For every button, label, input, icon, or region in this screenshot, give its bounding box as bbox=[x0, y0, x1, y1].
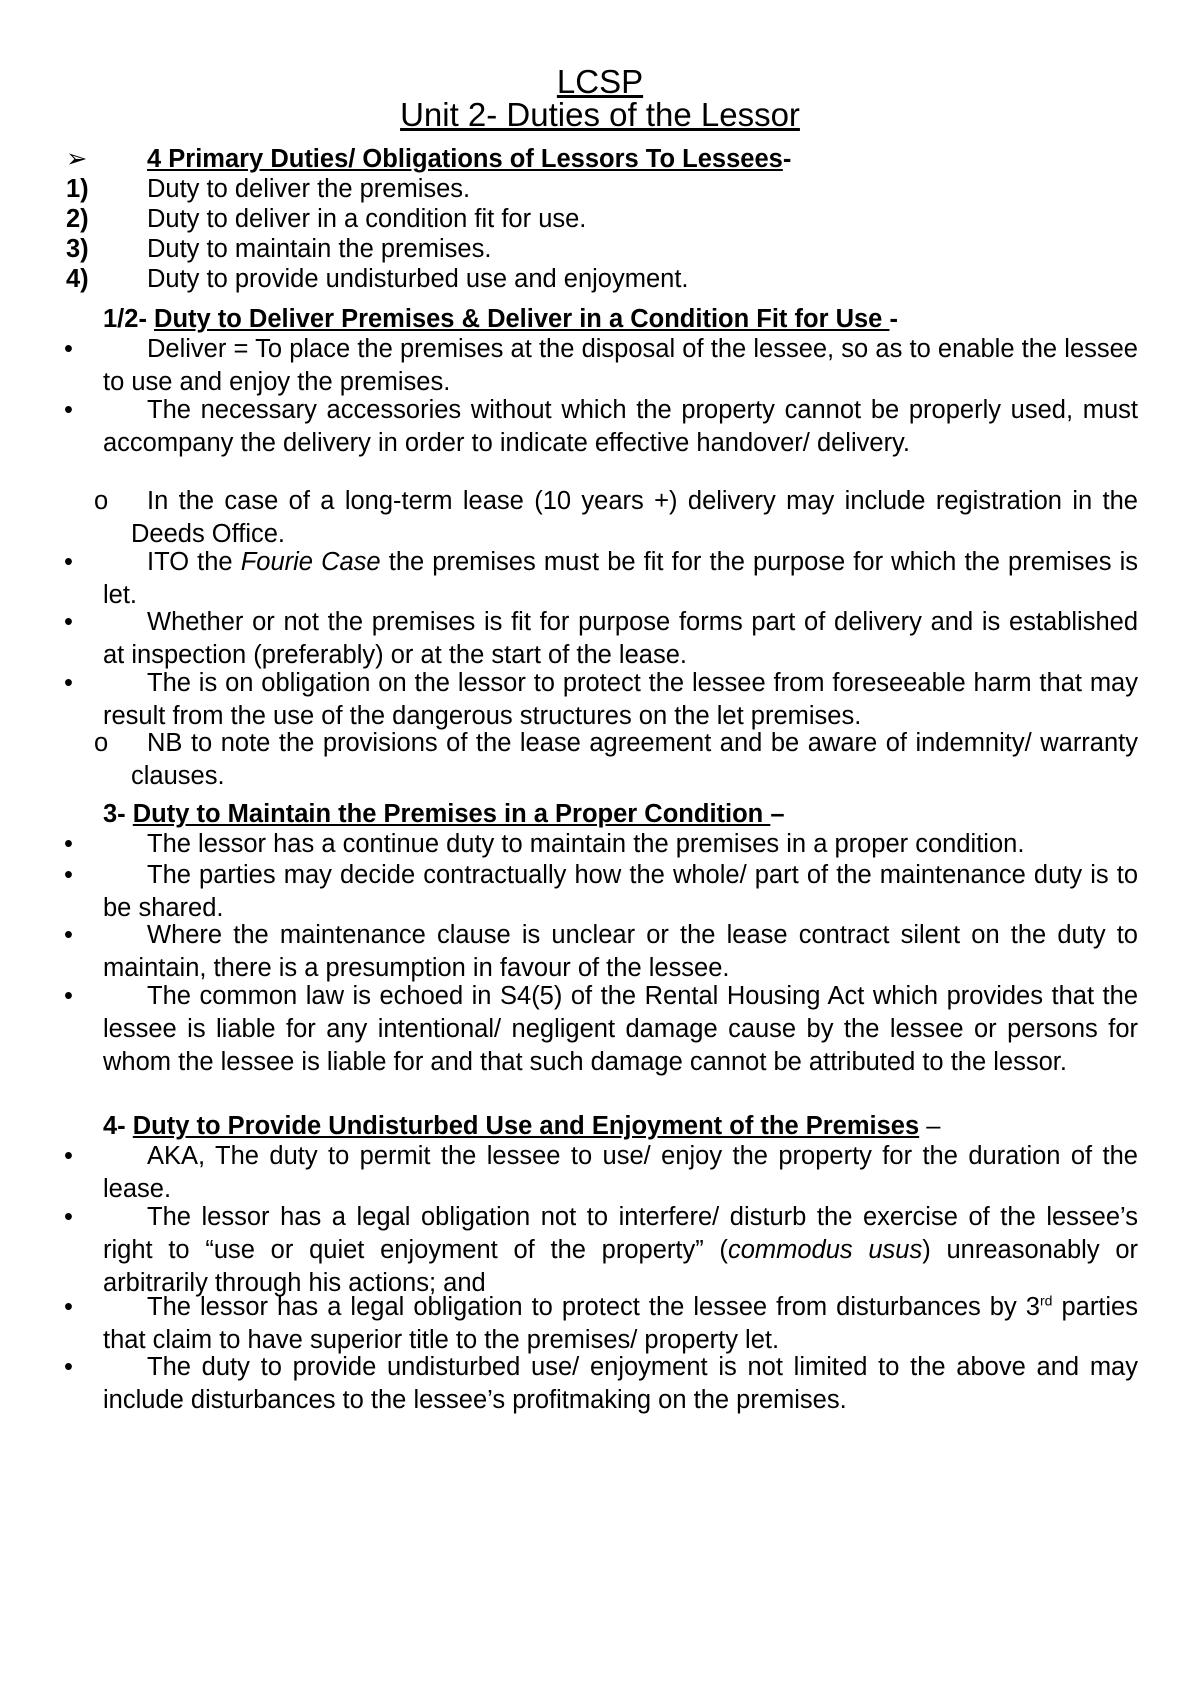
arrow-bullet-icon: ➢ bbox=[66, 145, 88, 173]
bullet-paragraph: The necessary accessories without which the property cannot be properly used, must accompany the delivery in order to indicate effective handover/ delivery. bbox=[103, 396, 1138, 457]
bullet-paragraph: The duty to provide undisturbed use/ enjoyment is not limited to the above and may include disturbances to the lessee’s profitmaking on the premises. bbox=[103, 1353, 1138, 1414]
bullet-paragraph: The lessor has a continue duty to maintain the premises in a proper condition. bbox=[147, 830, 1025, 858]
bullet-icon: • bbox=[64, 1203, 73, 1231]
bullet-paragraph: Where the maintenance clause is unclear or the lease contract silent on the duty to maintain, there is a presumption in favour of the lessee. bbox=[103, 921, 1138, 982]
bullet-paragraph: The parties may decide contractually how the whole/ part of the maintenance duty is to be shared. bbox=[103, 861, 1138, 922]
sub-bullet-paragraph: NB to note the provisions of the lease agreement and be aware of indemnity/ warranty clauses. bbox=[131, 729, 1138, 790]
bullet-paragraph: ITO the Fourie Case the premises must be fit for the purpose for which the premises is let. bbox=[103, 548, 1138, 609]
section-delivery-heading: 1/2- Duty to Deliver Premises & Deliver in a Condition Fit for Use - bbox=[103, 305, 898, 333]
bullet-icon: • bbox=[64, 1293, 73, 1321]
circle-bullet-icon: o bbox=[94, 729, 109, 757]
bullet-icon: • bbox=[64, 669, 73, 697]
bullet-paragraph: The lessor has a legal obligation to protect the lessee from disturbances by 3rd parties that claim to have superior title to the premises/ property let. bbox=[103, 1292, 1138, 1354]
section-enjoyment-heading: 4- Duty to Provide Undisturbed Use and Enjoyment of the Premises – bbox=[103, 1112, 941, 1140]
primary-duties-heading: 4 Primary Duties/ Obligations of Lessors To Lessees bbox=[147, 145, 783, 173]
list-text: Duty to deliver the premises. bbox=[147, 175, 471, 203]
section-maintain-heading: 3- Duty to Maintain the Premises in a Proper Condition – bbox=[103, 800, 785, 828]
bullet-paragraph: AKA, The duty to permit the lessee to use/ enjoy the property for the duration of the lease. bbox=[103, 1142, 1138, 1203]
unit-title: Unit 2- Duties of the Lessor bbox=[400, 96, 800, 133]
list-number: 2) bbox=[66, 205, 89, 233]
list-number: 1) bbox=[66, 175, 89, 203]
bullet-icon: • bbox=[64, 608, 73, 636]
bullet-icon: • bbox=[64, 861, 73, 889]
list-number: 3) bbox=[66, 235, 89, 263]
bullet-paragraph: Deliver = To place the premises at the disposal of the lessee, so as to enable the lessee to use and enjoy the premises. bbox=[103, 335, 1138, 396]
list-number: 4) bbox=[66, 265, 89, 293]
course-title: LCSP bbox=[556, 63, 644, 100]
bullet-icon: • bbox=[64, 1353, 73, 1381]
bullet-icon: • bbox=[64, 548, 73, 576]
document-page: LCSP Unit 2- Duties of the Lessor ➢ 4 Primary Duties/ Obligations of Lessors To Lessees- 1) Duty to deliver the premises. 2) Duty to deliver in a condition fit for use. 3) Duty to maintain the premises. 4) Duty to provide undisturbed use and enjoyment. 1/2- Duty to Deliver Premises & Deliver in a Condition Fit for Use - • Deliver = To place the premises at the disposal of the lessee, so as to enable the lessee to use and enjoy the premises. • The necessary accessories without which the property cannot be properly used, must accompany the delivery in order to indicate effective handover/ delivery. o In the case of a long-term lease (10 years +) delivery may include registration in the Deeds Office. • ITO the Fourie Case the premises must be fit for the purpose for which the premises is let. • Whether or not the premises is fit for purpose forms part of delivery and is established at inspection (preferably) or at the start of the lease. • The is on obligation on the lessor to protect the lessee from foreseeable harm that may result from the use of the dangerous structures on the let premises. o NB to note the provisions of the lease agreement and be aware of indemnity/ warranty clauses. 3- Duty to Maintain the Premises in a Proper Condition – • The lessor has a continue duty to maintain the premises in a proper condition. • The parties may decide contractually how the whole/ part of the maintenance duty is to be shared. • Where the maintenance clause is unclear or the lease contract silent on the duty to maintain, there is a presumption in favour of the lessee. • The common law is echoed in S4(5) of the Rental Housing Act which provides that the lessee is liable for any intentional/ negligent damage cause by the lessee or persons for whom the lessee is liable for and that such damage cannot be attributed to the lessor. 4- Duty to Provide Undisturbed Use and Enjoyment of the Premises – • AKA, The duty to permit the lessee to use/ enjoy the property for the duration of the lease. • The lessor has a legal obligation not to interfere/ disturb the exercise of the lessee’s right to “use or quiet enjoyment of the property” (commodus usus) unreasonably or arbitrarily through his actions; and • The lessor has a legal obligation to protect the lessee from disturbances by 3rd parties that claim to have superior title to the premises/ property let. • The duty to provide undisturbed use/ enjoyment is not limited to the above and may include disturbances to the lessee’s profitmaking on the premises. bbox=[0, 0, 1200, 1698]
bullet-paragraph: The is on obligation on the lessor to protect the lessee from foreseeable harm that may result from the use of the dangerous structures on the let premises. bbox=[103, 669, 1138, 730]
bullet-icon: • bbox=[64, 982, 73, 1010]
list-text: Duty to maintain the premises. bbox=[147, 235, 492, 263]
bullet-icon: • bbox=[64, 830, 73, 858]
bullet-icon: • bbox=[64, 1142, 73, 1170]
latin-term: commodus usus bbox=[727, 1235, 923, 1264]
bullet-paragraph: The common law is echoed in S4(5) of the Rental Housing Act which provides that the lessee is liable for any intentional/ negligent damage cause by the lessee or persons for whom the lessee is liable for and that such damage cannot be attributed to the lessor. bbox=[103, 982, 1138, 1076]
list-text: Duty to deliver in a condition fit for use. bbox=[147, 205, 587, 233]
bullet-paragraph: The lessor has a legal obligation not to interfere/ disturb the exercise of the lessee’s right to “use or quiet enjoyment of the property” (commodus usus) unreasonably or arbitrarily through his actions; and bbox=[103, 1203, 1138, 1297]
bullet-paragraph: Whether or not the premises is fit for purpose forms part of delivery and is established at inspection (preferably) or at the start of the lease. bbox=[103, 608, 1138, 669]
circle-bullet-icon: o bbox=[94, 487, 109, 515]
bullet-icon: • bbox=[64, 335, 73, 363]
case-name: Fourie Case bbox=[240, 548, 381, 576]
bullet-icon: • bbox=[64, 921, 73, 949]
bullet-icon: • bbox=[64, 396, 73, 424]
list-text: Duty to provide undisturbed use and enjoyment. bbox=[147, 265, 689, 293]
sub-bullet-paragraph: In the case of a long-term lease (10 years +) delivery may include registration in the Deeds Office. bbox=[131, 487, 1138, 548]
